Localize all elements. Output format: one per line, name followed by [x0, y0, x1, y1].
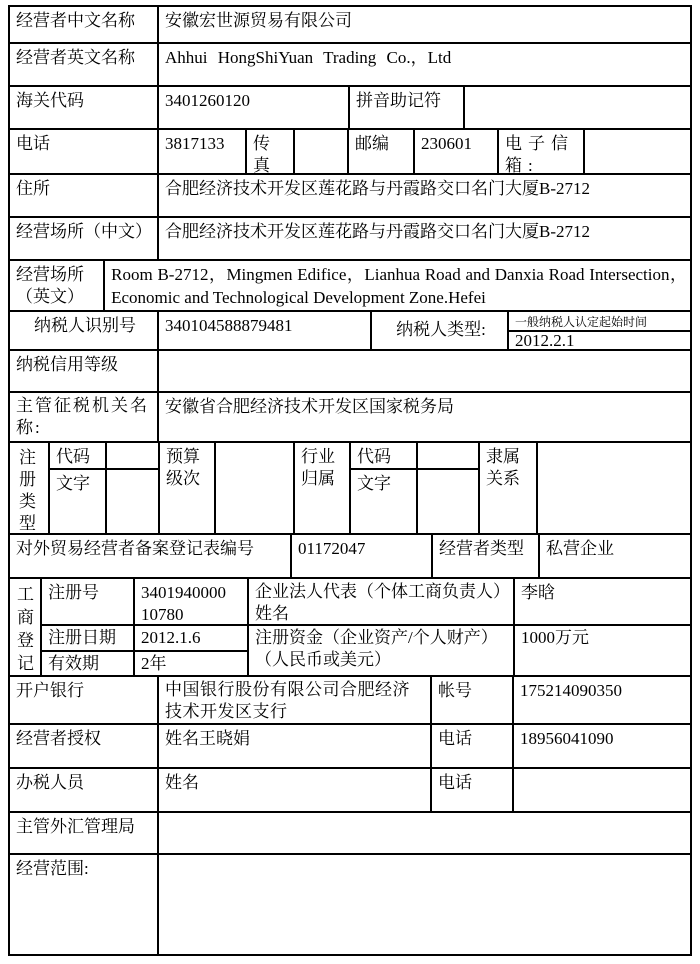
label-taxpayer-id: 纳税人识别号 [10, 312, 159, 349]
label-taxpayer-type: 纳税人类型: [372, 312, 509, 349]
label-postcode: 邮编 [349, 130, 415, 173]
value-regtype-text [107, 470, 158, 533]
value-business-scope [159, 855, 690, 954]
value-reg-date: 2012.1.6 [141, 628, 201, 647]
ic-regno-subrow [42, 579, 690, 626]
taxpayer-type-note: 一般纳税人认定起始时间 [509, 312, 690, 332]
row-operator-name-en [10, 44, 690, 87]
value-business-site-cn: 合肥经济技术开发区莲花路与丹霞路交口名门大厦B-2712 [165, 222, 590, 241]
taxpayer-type-subcell [509, 312, 690, 349]
regtype-text-subrow [50, 470, 158, 533]
value-forex-bureau [159, 813, 690, 853]
label-ic-registration: 工商登记 [10, 579, 42, 675]
row-business-site-en [10, 261, 690, 312]
value-auth-phone: 18956041090 [520, 729, 614, 748]
row-foreign-trade-record [10, 535, 690, 579]
value-regtype-code [107, 443, 158, 468]
label-foreign-trade-record-no: 对外贸易经营者备案登记表编号 [10, 535, 292, 577]
row-operator-name-cn [10, 7, 690, 44]
row-customs-code [10, 87, 690, 130]
row-business-scope [10, 855, 690, 954]
label-pinyin-mnemonic: 拼音助记符 [350, 87, 465, 128]
value-registered-capital: 1000万元 [521, 628, 589, 647]
label-email: 电子信箱: [499, 130, 585, 173]
row-forex-bureau [10, 813, 690, 855]
label-forex-bureau: 主管外汇管理局 [10, 813, 159, 853]
value-industry-text [418, 470, 478, 533]
value-residence: 合肥经济技术开发区莲花路与丹霞路交口名门大厦B-2712 [165, 179, 590, 198]
value-foreign-trade-record-no: 01172047 [292, 535, 433, 577]
row-taxpayer-id [10, 312, 690, 351]
label-operator-authorization: 经营者授权 [10, 725, 159, 767]
label-staff-phone: 电话 [432, 769, 514, 811]
label-operator-name-en: 经营者英文名称 [10, 44, 159, 85]
label-residence: 住所 [10, 175, 159, 216]
industry-code-text-group [351, 443, 480, 533]
label-validity: 有效期 [42, 652, 135, 675]
label-fax: 传真 [247, 130, 295, 173]
value-tax-authority: 安徽省合肥经济技术开发区国家税务局 [165, 397, 454, 416]
regtype-code-subrow [50, 443, 158, 470]
label-phone: 电话 [10, 130, 159, 173]
ic-date-validity-group [42, 626, 249, 675]
value-tax-credit-grade [159, 351, 690, 391]
industry-text-subrow [351, 470, 478, 533]
value-taxpayer-id: 340104588879481 [159, 312, 372, 349]
registration-form-table [8, 5, 692, 956]
ic-lower-subrows [42, 626, 690, 675]
value-operator-name-en: Ahhui HongShiYuan Trading Co.，Ltd [165, 48, 452, 67]
value-budget-level [216, 443, 295, 533]
row-phone-fax-post [10, 130, 690, 175]
label-industry-code: 代码 [351, 443, 418, 468]
label-customs-code: 海关代码 [10, 87, 159, 128]
value-email [585, 130, 690, 173]
label-registered-capital: 注册资金（企业资产/个人财产）（人民币或美元） [249, 626, 515, 675]
label-tax-credit-grade: 纳税信用等级 [10, 351, 159, 391]
label-operator-type: 经营者类型 [433, 535, 540, 577]
value-account-no: 175214090350 [520, 681, 622, 700]
value-fax [295, 130, 349, 173]
row-business-site-cn [10, 218, 690, 261]
value-business-site-en: Room B-2712，Mingmen Edifice，Lianhua Road and Danxia Road Intersection，Economic and Technological Development Zone.Hefei [111, 265, 687, 307]
label-legal-representative: 企业法人代表（个体工商负责人）姓名 [249, 579, 515, 624]
value-reg-number: 340194000010780 [135, 579, 249, 624]
label-subordination: 隶属关系 [480, 443, 538, 533]
ic-validity-subrow [42, 652, 247, 675]
value-customs-code: 3401260120 [159, 87, 350, 128]
row-residence [10, 175, 690, 218]
label-business-scope: 经营范围: [10, 855, 159, 954]
value-validity: 2年 [141, 654, 167, 673]
value-postcode: 230601 [415, 130, 499, 173]
label-regtype-code: 代码 [50, 443, 107, 468]
value-phone: 3817133 [159, 130, 247, 173]
label-reg-number: 注册号 [42, 579, 135, 624]
value-pinyin-mnemonic [465, 87, 690, 128]
label-industry: 行业归属 [295, 443, 351, 533]
row-operator-authorization [10, 725, 690, 769]
label-tax-authority: 主管征税机关名称: [10, 393, 159, 441]
value-industry-code [418, 443, 478, 468]
value-operator-type: 私营企业 [546, 539, 614, 558]
value-staff-phone [514, 769, 690, 811]
taxpayer-type-date: 2012.2.1 [515, 331, 575, 350]
label-tax-staff: 办税人员 [10, 769, 159, 811]
label-account-no: 帐号 [432, 677, 514, 723]
row-registration-type [10, 443, 690, 535]
label-operator-name-cn: 经营者中文名称 [10, 7, 159, 42]
value-legal-representative: 李晗 [521, 583, 555, 602]
label-reg-date: 注册日期 [42, 626, 135, 650]
value-subordination [538, 443, 690, 533]
row-tax-staff [10, 769, 690, 813]
label-regtype-text: 文字 [50, 470, 107, 533]
row-bank [10, 677, 690, 725]
ic-regdate-subrow [42, 626, 247, 652]
value-tax-staff-name: 姓名 [159, 769, 432, 811]
ic-registration-body [42, 579, 690, 675]
label-business-site-cn: 经营场所（中文） [10, 218, 159, 259]
row-tax-credit-grade [10, 351, 690, 393]
label-registration-type: 注册类型 [10, 443, 50, 533]
regtype-code-text-group [50, 443, 160, 533]
row-ic-registration [10, 579, 690, 677]
value-operator-name-cn: 安徽宏世源贸易有限公司 [165, 11, 352, 30]
row-tax-authority [10, 393, 690, 443]
value-bank: 中国银行股份有限公司合肥经济技术开发区支行 [159, 677, 432, 723]
label-business-site-en: 经营场所（英文） [10, 261, 105, 310]
label-auth-phone: 电话 [432, 725, 514, 767]
label-budget-level: 预算级次 [160, 443, 216, 533]
label-bank: 开户银行 [10, 677, 159, 723]
value-authorized-name: 姓名王晓娟 [159, 725, 432, 767]
industry-code-subrow [351, 443, 478, 470]
label-industry-text: 文字 [351, 470, 418, 533]
